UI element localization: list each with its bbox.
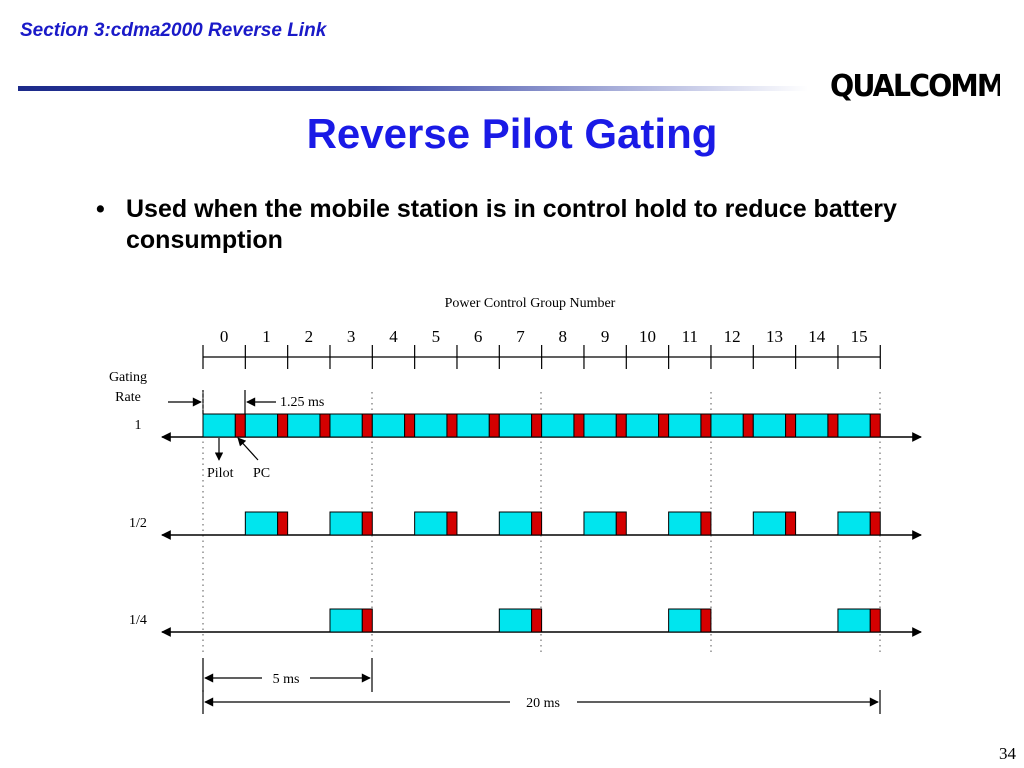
pc-slot xyxy=(447,512,457,535)
pcg-number-label: 15 xyxy=(850,327,868,346)
page-number: 34 xyxy=(999,744,1016,763)
gating-rate-value: 1/2 xyxy=(129,516,147,531)
gating-rate-label-2: Rate xyxy=(115,390,141,405)
pilot-slot xyxy=(372,414,404,437)
pilot-slot xyxy=(838,512,870,535)
pilot-slot xyxy=(499,609,531,632)
pilot-slot xyxy=(838,609,870,632)
pc-slot xyxy=(362,414,372,437)
pilot-slot xyxy=(330,414,362,437)
pc-slot xyxy=(616,512,626,535)
pc-slot xyxy=(870,609,880,632)
pc-slot xyxy=(743,414,753,437)
pcg-number-label: 3 xyxy=(346,327,356,346)
gating-rate-value: 1/4 xyxy=(129,613,147,628)
pilot-slot xyxy=(796,414,828,437)
pcg-number-label: 6 xyxy=(473,327,483,346)
pcg-number-label: 1 xyxy=(262,327,271,346)
pc-slot xyxy=(278,414,288,437)
pilot-slot xyxy=(415,512,447,535)
bullet-text: Used when the mobile station is in control hold to reduce battery consumption xyxy=(126,195,897,254)
pc-slot xyxy=(362,609,372,632)
slot-width-label: 1.25 ms xyxy=(280,395,325,410)
pcg-number-label: 12 xyxy=(723,327,741,346)
pcg-number-label: 0 xyxy=(219,327,229,346)
pilot-slot xyxy=(288,414,320,437)
pilot-slot xyxy=(542,414,574,437)
pilot-slot xyxy=(499,512,531,535)
pc-slot xyxy=(870,414,880,437)
pilot-slot xyxy=(584,512,616,535)
pilot-slot xyxy=(584,414,616,437)
pilot-slot xyxy=(245,512,277,535)
pcg-number-label: 14 xyxy=(808,327,826,346)
pcg-number-label: 10 xyxy=(638,327,656,346)
pcg-axis xyxy=(203,327,880,369)
pc-slot xyxy=(701,414,711,437)
pilot-slot xyxy=(245,414,277,437)
pcg-number-label: 5 xyxy=(431,327,441,346)
bullet-dot: • xyxy=(96,195,105,223)
pc-slot xyxy=(659,414,669,437)
pc-slot xyxy=(616,414,626,437)
pc-slot xyxy=(405,414,415,437)
pilot-slot xyxy=(499,414,531,437)
pilot-slot xyxy=(330,512,362,535)
pilot-slot xyxy=(838,414,870,437)
span-5ms-label: 5 ms xyxy=(272,672,300,687)
pilot-slot xyxy=(669,609,701,632)
pc-slot xyxy=(828,414,838,437)
gating-rows xyxy=(129,414,921,632)
pilot-slot xyxy=(203,414,235,437)
slide-title: Reverse Pilot Gating xyxy=(306,110,718,157)
pilot-slot xyxy=(669,414,701,437)
pcg-number-label: 7 xyxy=(516,327,525,346)
logo-text: QUALCOMM xyxy=(830,68,1000,104)
gating-row xyxy=(129,609,921,632)
pc-slot xyxy=(532,414,542,437)
gating-row xyxy=(135,414,922,437)
pc-slot xyxy=(235,414,245,437)
pc-slot xyxy=(574,414,584,437)
pilot-slot xyxy=(753,512,785,535)
pcg-number-label: 2 xyxy=(304,327,314,346)
pc-slot xyxy=(320,414,330,437)
pcg-number-label: 11 xyxy=(681,327,698,346)
gating-row xyxy=(129,512,921,535)
pc-slot xyxy=(447,414,457,437)
pilot-slot xyxy=(457,414,489,437)
pc-slot xyxy=(362,512,372,535)
gating-rate-value: 1 xyxy=(134,418,142,433)
pc-slot xyxy=(532,512,542,535)
pilot-slot xyxy=(626,414,658,437)
pc-slot xyxy=(701,512,711,535)
pc-slot xyxy=(701,609,711,632)
pcg-number-label: 4 xyxy=(389,327,398,346)
pilot-slot xyxy=(669,512,701,535)
pilot-slot xyxy=(753,414,785,437)
pc-slot xyxy=(278,512,288,535)
pcg-number-label: 13 xyxy=(765,327,783,346)
pc-slot xyxy=(786,414,796,437)
pc-slot xyxy=(532,609,542,632)
pilot-slot xyxy=(711,414,743,437)
pc-label: PC xyxy=(253,466,271,481)
span-20ms-label: 20 ms xyxy=(526,696,560,711)
pc-slot xyxy=(786,512,796,535)
pc-slot xyxy=(489,414,499,437)
pcg-number-label: 9 xyxy=(600,327,610,346)
pilot-slot xyxy=(415,414,447,437)
gating-rate-label-1: Gating xyxy=(108,370,148,385)
pcg-axis-title: Power Control Group Number xyxy=(444,296,616,311)
pilot-slot xyxy=(330,609,362,632)
pc-callout-arrow xyxy=(238,438,258,460)
section-title: Section 3:cdma2000 Reverse Link xyxy=(20,20,327,41)
pcg-number-label: 8 xyxy=(558,327,568,346)
pilot-label: Pilot xyxy=(207,466,234,481)
pc-slot xyxy=(870,512,880,535)
